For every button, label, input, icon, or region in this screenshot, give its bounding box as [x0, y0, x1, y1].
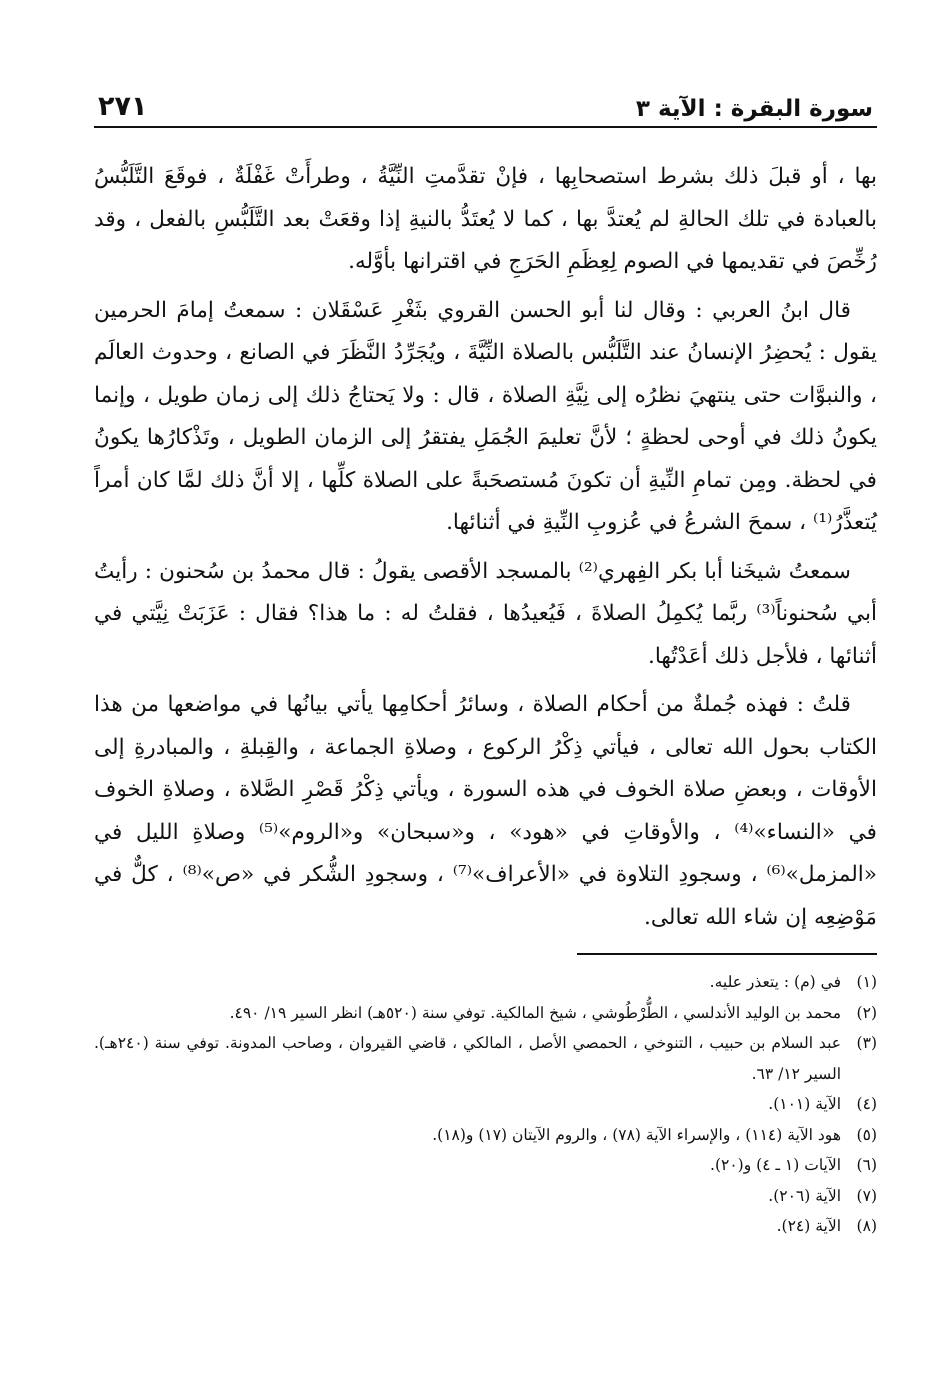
footnote-text: الآية (٢٠٦).: [768, 1186, 841, 1205]
footnote-number: (٤): [856, 1095, 877, 1113]
footnote-number: (٥): [856, 1125, 877, 1144]
main-text: [94, 156, 877, 939]
footnote-text: في (م) : يتعذر عليه.: [709, 973, 841, 991]
running-header: [94, 78, 877, 128]
footnote-number: (٧): [856, 1186, 877, 1205]
footnote: [94, 1089, 877, 1120]
footnote-separator: [577, 953, 877, 955]
footnote-text: الآية (١٠١).: [768, 1095, 841, 1113]
footnote-text: الآيات (١ ـ ٤) و(٢٠).: [710, 1156, 841, 1174]
paragraph: قال ابنُ العربي : وقال لنا أبو الحسن القروي بثَغْرِ عَسْقَلان : سمعتُ إمامَ الحرمين يقول : يُحضِرُ الإنسانُ عند التَّلَبُّس بالصلاة النِّيَّةَ ، ويُجَرِّدُ النَّظَرَ في الصانع ، وحدوث العالَم ، والنبوَّات حتى ينتهيَ نظرُه إلى نِيَّةِ الصلاة ، قال : ولا يَحتاجُ ذلك إلى زمان طويل ، وإنما يكونُ ذلك في أوحى لحظةٍ ؛ لأنَّ تعليمَ الجُمَلِ يفتقرُ إلى الزمان الطويل ، وتَذْكارُها يكونُ في لحظة. ومِن تمامِ النِّيةِ أن تكونَ مُستصحَبةً على الصلاة كلِّها ، إلا أنَّ ذلك لمَّا كان أمراً يُتعذَّرُ⁽¹⁾ ، سمحَ الشرعُ في عُزوبِ النِّيةِ في أثنائها.: [94, 297, 877, 535]
footnote: [94, 1120, 877, 1151]
footnotes: [94, 967, 877, 1242]
footnote: [94, 1028, 877, 1089]
footnote: [94, 967, 877, 998]
paragraph: قلتُ : فهذه جُملةٌ من أحكام الصلاة ، وسائرُ أحكامِها يأتي بيانُها في مواضعها من هذا الكتاب بحول الله تعالى ، فيأتي ذِكْرُ الركوع ، وصلاةِ الجماعة ، والقِبلةِ ، والمبادرةِ إلى الأوقات ، وبعضِ صلاة الخوف في هذه السورة ، ويأتي ذِكْرُ قَصْرِ الصَّلاة ، وصلاةِ الخوف في «النساء»⁽⁴⁾ ، والأوقاتِ في «هود» ، و«سبحان» و«الروم»⁽⁵⁾ وصلاةِ الليل في «المزمل»⁽⁶⁾ ، وسجودِ التلاوة في «الأعراف»⁽⁷⁾ ، وسجودِ الشُّكر في «ص»⁽⁸⁾ ، كلٌّ في مَوْضِعِه إن شاء الله تعالى.: [94, 692, 877, 930]
footnote: [94, 1181, 877, 1212]
paragraph: سمعتُ شيخَنا أبا بكر الفِهري⁽²⁾ بالمسجد الأقصى يقولُ : قال محمدُ بن سُحنون : رأيتُ أبي سُحنوناً⁽³⁾ ربَّما يُكمِلُ الصلاةَ ، فَيُعيدُها ، فقلتُ له : ما هذا؟ فقال : عَزَبَتْ نِيَّتي في أثنائها ، فلأجل ذلك أعَدْتُها.: [94, 558, 877, 669]
surah-title: سورة البقرة : الآية ٣: [635, 96, 873, 122]
footnote: [94, 1211, 877, 1242]
footnote-number: (١): [856, 973, 877, 991]
footnote-number: (٨): [856, 1217, 877, 1235]
page-number: ٢٧١: [98, 91, 148, 122]
footnote-text: هود الآية (١١٤) ، والإسراء الآية (٧٨) ، والروم الآيتان (١٧) و(١٨).: [432, 1125, 841, 1144]
book-page: [94, 78, 877, 1242]
footnote-text: محمد بن الوليد الأندلسي ، الطُّرْطُوشي ، شيخ المالكية. توفي سنة (٥٢٠هـ) انظر السير ١٩/ ٤٩٠.: [229, 1003, 841, 1022]
footnote-number: (٦): [856, 1156, 877, 1174]
footnote-text: الآية (٢٤).: [776, 1217, 841, 1235]
paragraph: بها ، أو قبلَ ذلك بشرط استصحابِها ، فإنْ تقدَّمتِ النِّيَّةُ ، وطرأَتْ غَفْلَةٌ ، فوقَعَ التَّلَبُّسُ بالعبادة في تلك الحالةِ لم يُعتدَّ بها ، كما لا يُعتَدُّ بالنيةِ إذا وقعَتْ بعد التَّلَبُّسِ بالفعل ، وقد رُخِّصَ في تقديمها في الصوم لِعِظَمِ الحَرَجِ في اقترانها بأوَّله.: [94, 164, 877, 274]
footnote-number: (٢): [856, 1003, 877, 1022]
footnote: [94, 1150, 877, 1181]
footnote: [94, 998, 877, 1029]
footnote-number: (٣): [856, 1034, 877, 1052]
footnote-text: عبد السلام بن حبيب ، التنوخي ، الحمصي الأصل ، المالكي ، قاضي القيروان ، وصاحب المدونة. توفي سنة (٢٤٠هـ). السير ١٢/ ٦٣.: [94, 1034, 841, 1083]
